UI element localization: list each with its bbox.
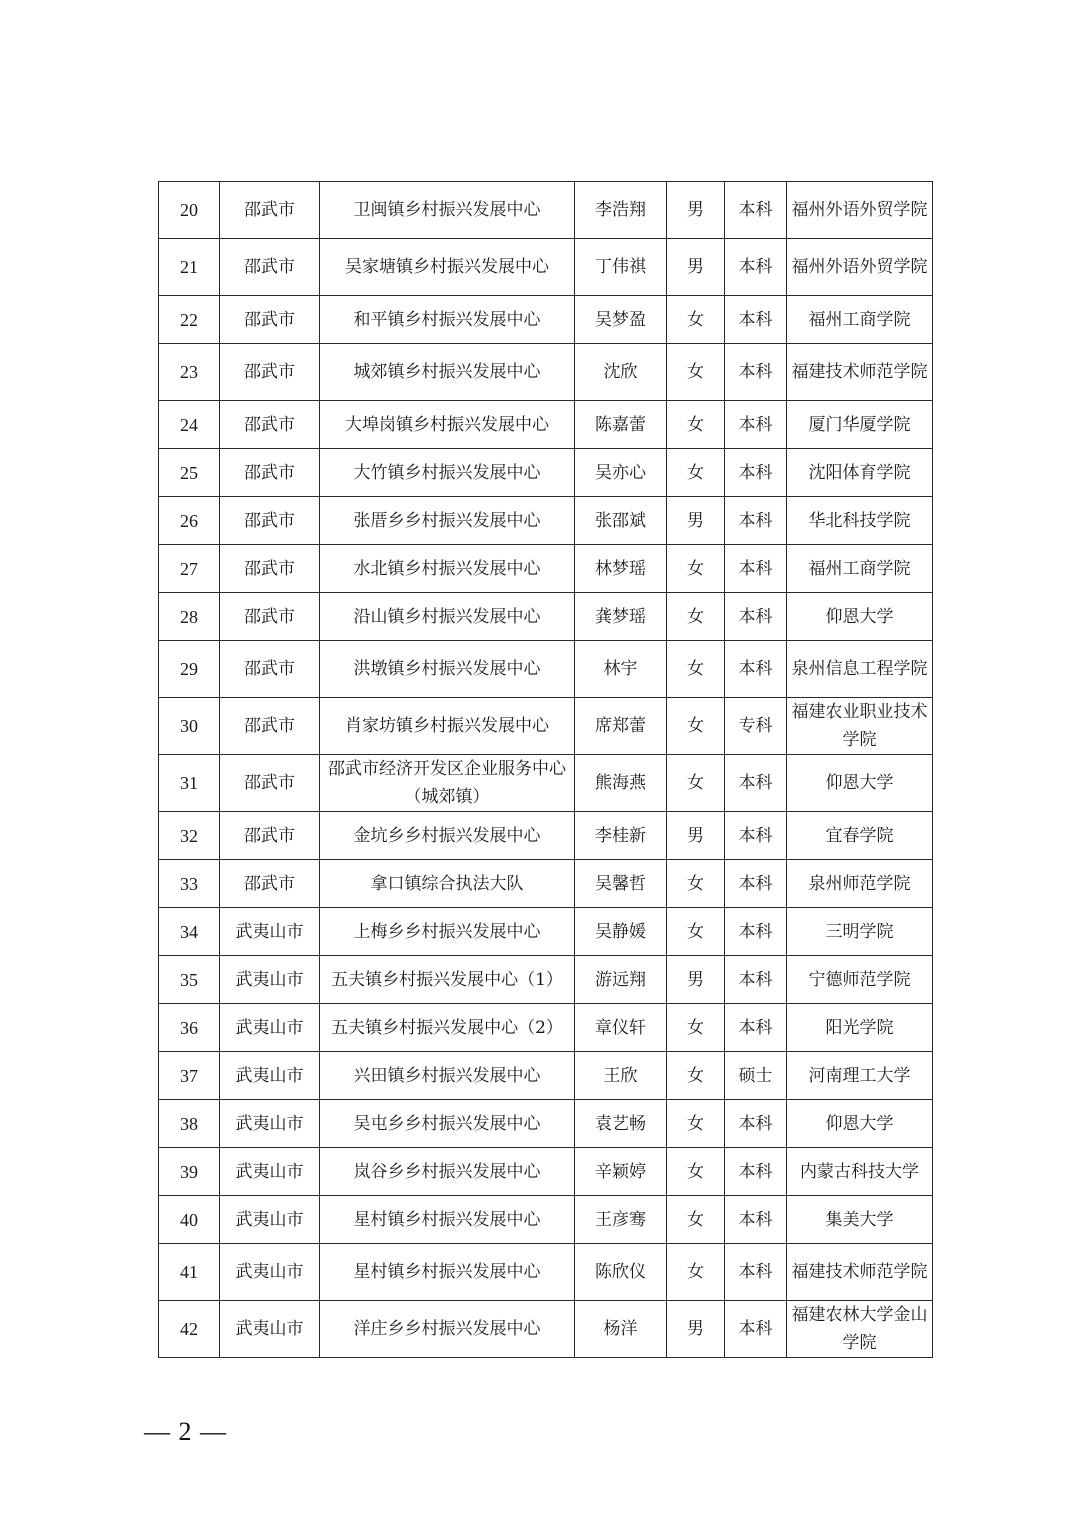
cell-degree: 本科 (725, 239, 787, 296)
cell-index: 36 (159, 1004, 220, 1052)
cell-degree: 本科 (725, 1148, 787, 1196)
cell-city: 邵武市 (220, 497, 320, 545)
cell-name: 丁伟祺 (575, 239, 667, 296)
cell-gender: 女 (667, 1244, 725, 1301)
cell-index: 33 (159, 860, 220, 908)
cell-name: 吴静媛 (575, 908, 667, 956)
cell-city: 邵武市 (220, 344, 320, 401)
cell-index: 38 (159, 1100, 220, 1148)
table-row (159, 1148, 933, 1196)
cell-name: 沈欣 (575, 344, 667, 401)
cell-gender: 男 (667, 182, 725, 239)
cell-unit: 五夫镇乡村振兴发展中心（2） (320, 1004, 575, 1052)
cell-school: 仰恩大学 (787, 593, 933, 641)
cell-index: 29 (159, 641, 220, 698)
cell-city: 武夷山市 (220, 1052, 320, 1100)
cell-city: 邵武市 (220, 449, 320, 497)
cell-degree: 本科 (725, 812, 787, 860)
cell-gender: 女 (667, 641, 725, 698)
cell-degree: 本科 (725, 545, 787, 593)
table-row (159, 497, 933, 545)
cell-school: 福建农业职业技术学院 (787, 698, 933, 755)
cell-gender: 女 (667, 1196, 725, 1244)
cell-school: 仰恩大学 (787, 1100, 933, 1148)
cell-gender: 女 (667, 344, 725, 401)
cell-index: 34 (159, 908, 220, 956)
cell-index: 35 (159, 956, 220, 1004)
cell-name: 王彦骞 (575, 1196, 667, 1244)
cell-school: 三明学院 (787, 908, 933, 956)
cell-school: 福州工商学院 (787, 296, 933, 344)
cell-city: 武夷山市 (220, 956, 320, 1004)
cell-unit: 五夫镇乡村振兴发展中心（1） (320, 956, 575, 1004)
cell-school: 阳光学院 (787, 1004, 933, 1052)
table-row (159, 1196, 933, 1244)
cell-index: 28 (159, 593, 220, 641)
cell-degree: 本科 (725, 908, 787, 956)
cell-school: 厦门华厦学院 (787, 401, 933, 449)
cell-unit: 沿山镇乡村振兴发展中心 (320, 593, 575, 641)
cell-city: 武夷山市 (220, 1148, 320, 1196)
cell-gender: 女 (667, 860, 725, 908)
cell-gender: 男 (667, 239, 725, 296)
cell-school: 华北科技学院 (787, 497, 933, 545)
cell-gender: 女 (667, 1052, 725, 1100)
cell-school: 福州外语外贸学院 (787, 239, 933, 296)
cell-name: 张邵斌 (575, 497, 667, 545)
cell-gender: 女 (667, 593, 725, 641)
cell-index: 31 (159, 755, 220, 812)
cell-unit: 水北镇乡村振兴发展中心 (320, 545, 575, 593)
cell-unit: 张厝乡乡村振兴发展中心 (320, 497, 575, 545)
table-row (159, 545, 933, 593)
cell-degree: 本科 (725, 1196, 787, 1244)
cell-index: 24 (159, 401, 220, 449)
cell-school: 福州工商学院 (787, 545, 933, 593)
cell-city: 邵武市 (220, 812, 320, 860)
cell-city: 邵武市 (220, 401, 320, 449)
cell-school: 福建技术师范学院 (787, 1244, 933, 1301)
cell-gender: 女 (667, 1148, 725, 1196)
table-row (159, 812, 933, 860)
cell-school: 宜春学院 (787, 812, 933, 860)
cell-name: 龚梦瑶 (575, 593, 667, 641)
cell-city: 武夷山市 (220, 1004, 320, 1052)
cell-degree: 本科 (725, 344, 787, 401)
cell-unit: 吴家塘镇乡村振兴发展中心 (320, 239, 575, 296)
cell-name: 陈欣仪 (575, 1244, 667, 1301)
roster-table (158, 181, 933, 1358)
cell-name: 林宇 (575, 641, 667, 698)
table-row (159, 296, 933, 344)
table-row (159, 401, 933, 449)
cell-gender: 男 (667, 1301, 725, 1358)
cell-gender: 女 (667, 1100, 725, 1148)
cell-degree: 本科 (725, 860, 787, 908)
cell-unit: 吴屯乡乡村振兴发展中心 (320, 1100, 575, 1148)
cell-degree: 本科 (725, 1004, 787, 1052)
table-row (159, 344, 933, 401)
cell-city: 武夷山市 (220, 1301, 320, 1358)
cell-name: 李桂新 (575, 812, 667, 860)
table-row (159, 1301, 933, 1358)
cell-index: 20 (159, 182, 220, 239)
cell-gender: 女 (667, 545, 725, 593)
cell-index: 27 (159, 545, 220, 593)
cell-index: 26 (159, 497, 220, 545)
cell-index: 25 (159, 449, 220, 497)
cell-degree: 本科 (725, 641, 787, 698)
cell-gender: 女 (667, 755, 725, 812)
cell-gender: 女 (667, 296, 725, 344)
cell-name: 李浩翔 (575, 182, 667, 239)
cell-city: 武夷山市 (220, 908, 320, 956)
cell-city: 邵武市 (220, 860, 320, 908)
cell-unit: 洋庄乡乡村振兴发展中心 (320, 1301, 575, 1358)
cell-name: 熊海燕 (575, 755, 667, 812)
cell-index: 30 (159, 698, 220, 755)
cell-name: 袁艺畅 (575, 1100, 667, 1148)
cell-gender: 男 (667, 497, 725, 545)
cell-unit: 大竹镇乡村振兴发展中心 (320, 449, 575, 497)
cell-gender: 女 (667, 449, 725, 497)
cell-index: 21 (159, 239, 220, 296)
cell-name: 吴亦心 (575, 449, 667, 497)
cell-degree: 本科 (725, 449, 787, 497)
table-row (159, 698, 933, 755)
table-row (159, 239, 933, 296)
cell-unit: 兴田镇乡村振兴发展中心 (320, 1052, 575, 1100)
cell-unit: 星村镇乡村振兴发展中心 (320, 1244, 575, 1301)
roster-table-body (159, 182, 933, 1358)
cell-unit: 拿口镇综合执法大队 (320, 860, 575, 908)
cell-city: 邵武市 (220, 182, 320, 239)
cell-school: 福建农林大学金山学院 (787, 1301, 933, 1358)
cell-name: 林梦瑶 (575, 545, 667, 593)
table-row (159, 1004, 933, 1052)
cell-unit: 卫闽镇乡村振兴发展中心 (320, 182, 575, 239)
cell-index: 37 (159, 1052, 220, 1100)
cell-degree: 本科 (725, 1301, 787, 1358)
cell-city: 邵武市 (220, 641, 320, 698)
cell-gender: 男 (667, 956, 725, 1004)
cell-city: 武夷山市 (220, 1244, 320, 1301)
cell-city: 邵武市 (220, 239, 320, 296)
cell-name: 吴梦盈 (575, 296, 667, 344)
cell-city: 邵武市 (220, 296, 320, 344)
table-row (159, 641, 933, 698)
cell-unit: 岚谷乡乡村振兴发展中心 (320, 1148, 575, 1196)
cell-name: 游远翔 (575, 956, 667, 1004)
cell-unit: 肖家坊镇乡村振兴发展中心 (320, 698, 575, 755)
cell-school: 泉州信息工程学院 (787, 641, 933, 698)
cell-degree: 本科 (725, 182, 787, 239)
cell-index: 41 (159, 1244, 220, 1301)
cell-gender: 女 (667, 698, 725, 755)
cell-degree: 本科 (725, 401, 787, 449)
cell-name: 陈嘉蕾 (575, 401, 667, 449)
cell-school: 沈阳体育学院 (787, 449, 933, 497)
cell-degree: 本科 (725, 755, 787, 812)
cell-index: 22 (159, 296, 220, 344)
cell-unit: 星村镇乡村振兴发展中心 (320, 1196, 575, 1244)
cell-unit: 和平镇乡村振兴发展中心 (320, 296, 575, 344)
table-row (159, 449, 933, 497)
cell-index: 32 (159, 812, 220, 860)
cell-degree: 硕士 (725, 1052, 787, 1100)
cell-unit: 洪墩镇乡村振兴发展中心 (320, 641, 575, 698)
table-row (159, 1052, 933, 1100)
cell-unit: 城郊镇乡村振兴发展中心 (320, 344, 575, 401)
cell-name: 吴馨哲 (575, 860, 667, 908)
cell-unit: 上梅乡乡村振兴发展中心 (320, 908, 575, 956)
cell-name: 辛颖婷 (575, 1148, 667, 1196)
cell-degree: 本科 (725, 956, 787, 1004)
cell-school: 集美大学 (787, 1196, 933, 1244)
cell-name: 席郑蕾 (575, 698, 667, 755)
cell-gender: 男 (667, 812, 725, 860)
page-number: — 2 — (144, 1417, 227, 1446)
table-row (159, 1100, 933, 1148)
cell-school: 泉州师范学院 (787, 860, 933, 908)
cell-degree: 本科 (725, 593, 787, 641)
cell-school: 宁德师范学院 (787, 956, 933, 1004)
table-row (159, 755, 933, 812)
cell-degree: 本科 (725, 1100, 787, 1148)
cell-gender: 女 (667, 1004, 725, 1052)
cell-name: 杨洋 (575, 1301, 667, 1358)
cell-gender: 女 (667, 401, 725, 449)
cell-index: 40 (159, 1196, 220, 1244)
cell-city: 邵武市 (220, 698, 320, 755)
cell-city: 武夷山市 (220, 1196, 320, 1244)
cell-school: 河南理工大学 (787, 1052, 933, 1100)
table-row (159, 182, 933, 239)
table-row (159, 593, 933, 641)
cell-unit: 邵武市经济开发区企业服务中心（城郊镇） (320, 755, 575, 812)
cell-degree: 本科 (725, 296, 787, 344)
cell-name: 章仪轩 (575, 1004, 667, 1052)
cell-name: 王欣 (575, 1052, 667, 1100)
table-row (159, 860, 933, 908)
cell-index: 39 (159, 1148, 220, 1196)
cell-index: 23 (159, 344, 220, 401)
cell-index: 42 (159, 1301, 220, 1358)
cell-school: 福州外语外贸学院 (787, 182, 933, 239)
table-row (159, 1244, 933, 1301)
cell-unit: 金坑乡乡村振兴发展中心 (320, 812, 575, 860)
cell-gender: 女 (667, 908, 725, 956)
cell-city: 邵武市 (220, 755, 320, 812)
cell-unit: 大埠岗镇乡村振兴发展中心 (320, 401, 575, 449)
cell-city: 邵武市 (220, 545, 320, 593)
cell-degree: 专科 (725, 698, 787, 755)
cell-school: 福建技术师范学院 (787, 344, 933, 401)
table-row (159, 956, 933, 1004)
table-row (159, 908, 933, 956)
cell-degree: 本科 (725, 497, 787, 545)
cell-school: 内蒙古科技大学 (787, 1148, 933, 1196)
cell-degree: 本科 (725, 1244, 787, 1301)
cell-school: 仰恩大学 (787, 755, 933, 812)
cell-city: 武夷山市 (220, 1100, 320, 1148)
cell-city: 邵武市 (220, 593, 320, 641)
